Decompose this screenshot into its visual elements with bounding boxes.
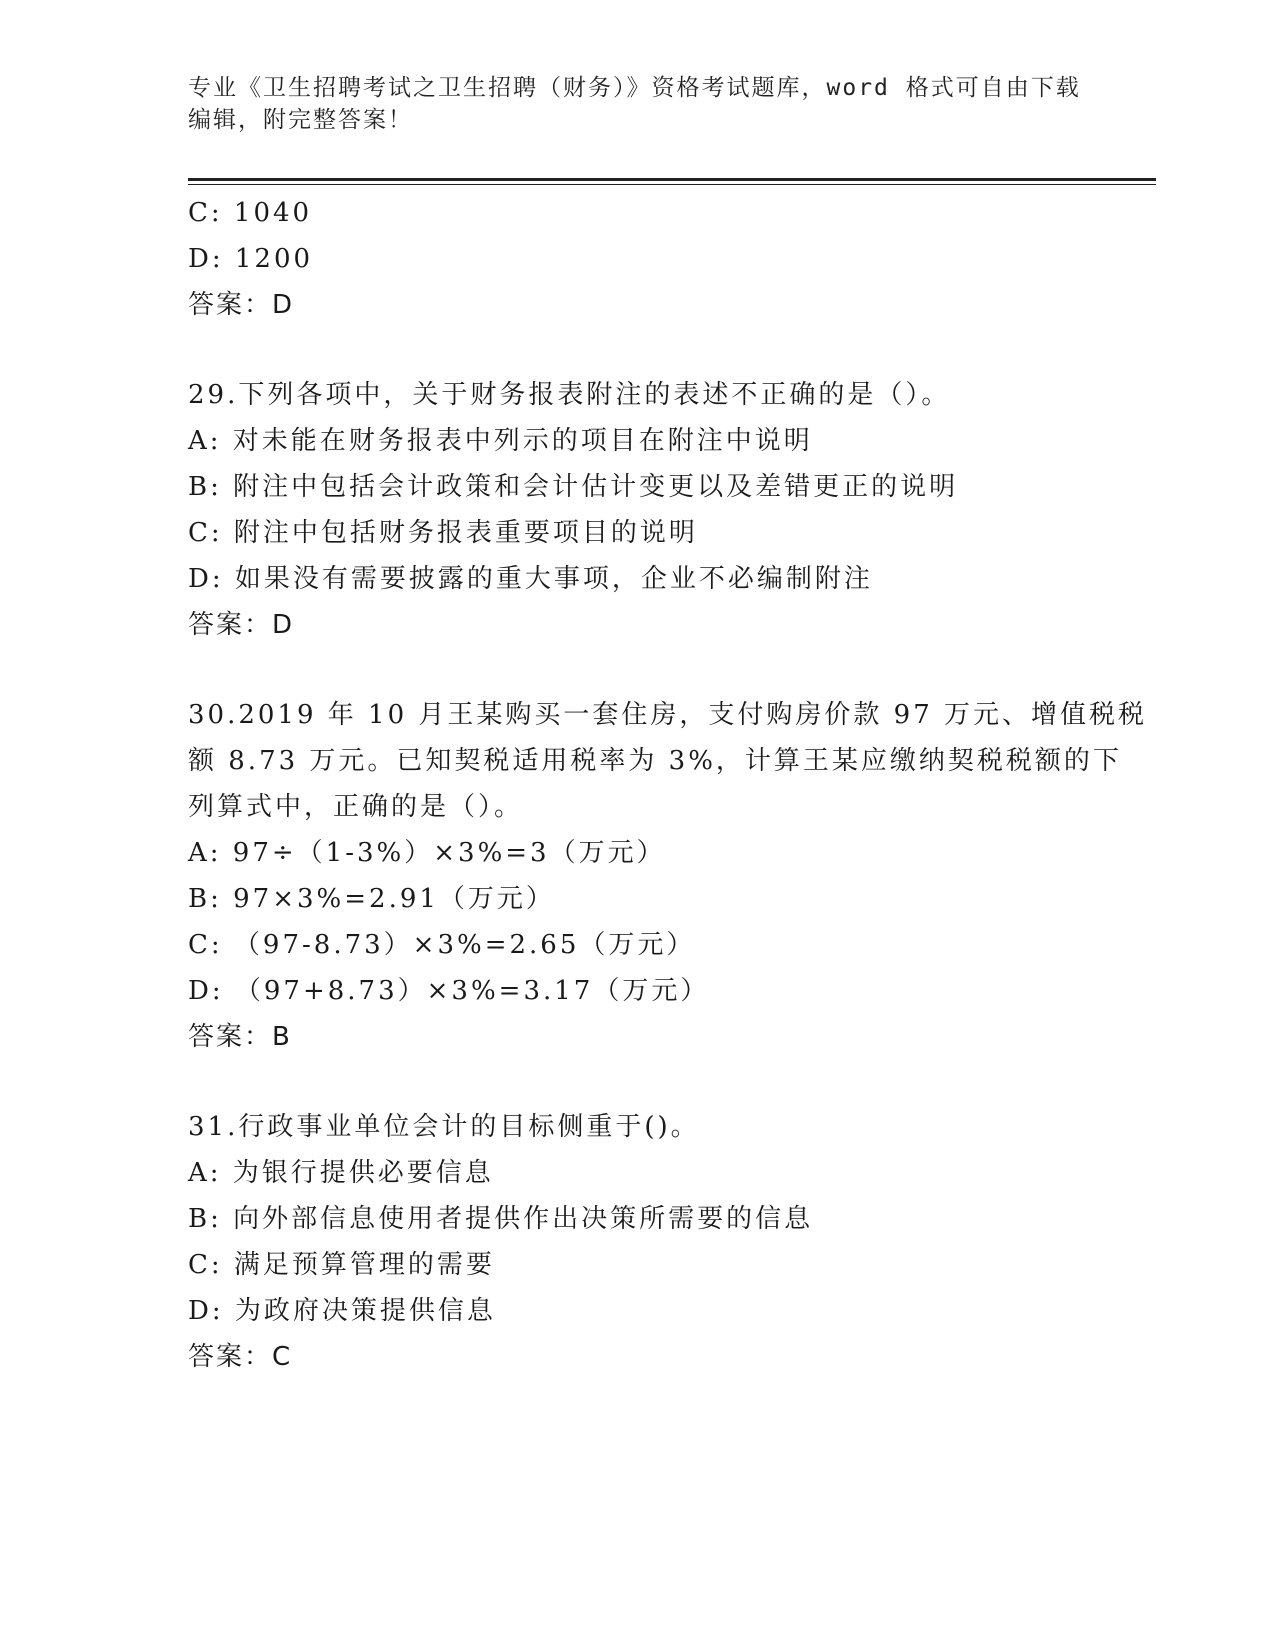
question-stem-line-1: 30.2019 年 10 月王某购买一套住房，支付购房价款 97 万元、增值税税 <box>188 700 1148 730</box>
option-d: D: 为政府决策提供信息 <box>188 1296 496 1326</box>
option-a: A: 97÷（1-3%）×3%=3（万元） <box>188 838 666 868</box>
question-28-tail <box>188 190 1088 328</box>
question-content <box>188 190 1148 1380</box>
option-d: D: 如果没有需要披露的重大事项，企业不必编制附注 <box>188 564 873 594</box>
option-b: B: 附注中包括会计政策和会计估计变更以及差错更正的说明 <box>188 472 959 502</box>
question-stem: 31.行政事业单位会计的目标侧重于()。 <box>188 1112 700 1142</box>
question-31 <box>188 1104 1088 1380</box>
option-c: C: 满足预算管理的需要 <box>188 1250 495 1280</box>
option-b: B: 97×3%=2.91（万元） <box>188 884 555 914</box>
question-stem-line-3: 列算式中，正确的是（）。 <box>188 792 524 822</box>
option-d: D: 1200 <box>188 244 314 274</box>
answer-line: 答案：D <box>188 290 295 320</box>
header-line-1: 专业《卫生招聘考试之卫生招聘（财务）》资格考试题库，word 格式可自由下载 <box>188 75 1081 101</box>
header-divider-thin <box>188 184 1156 185</box>
header-line-2: 编辑，附完整答案！ <box>188 107 413 133</box>
option-c: C: 附注中包括财务报表重要项目的说明 <box>188 518 698 548</box>
spacer <box>188 648 1088 692</box>
option-c: C: （97-8.73）×3%=2.65（万元） <box>188 930 696 960</box>
page-header <box>188 72 1088 136</box>
option-a: A: 为银行提供必要信息 <box>188 1158 494 1188</box>
option-a: A: 对未能在财务报表中列示的项目在附注中说明 <box>188 426 813 456</box>
question-29 <box>188 372 1088 648</box>
spacer <box>188 328 1088 372</box>
spacer <box>188 1060 1088 1104</box>
answer-line: 答案：D <box>188 610 295 640</box>
question-stem: 29.下列各项中，关于财务报表附注的表述不正确的是（）。 <box>188 380 951 410</box>
option-d: D: （97+8.73）×3%=3.17（万元） <box>188 976 710 1006</box>
answer-line: 答案：C <box>188 1342 293 1372</box>
option-b: B: 向外部信息使用者提供作出决策所需要的信息 <box>188 1204 814 1234</box>
answer-line: 答案：B <box>188 1022 292 1052</box>
option-c: C: 1040 <box>188 198 313 228</box>
question-stem-line-2: 额 8.73 万元。已知契税适用税率为 3%，计算王某应缴纳契税税额的下 <box>188 746 1122 776</box>
question-30 <box>188 692 1148 1060</box>
header-divider-thick <box>188 178 1156 181</box>
